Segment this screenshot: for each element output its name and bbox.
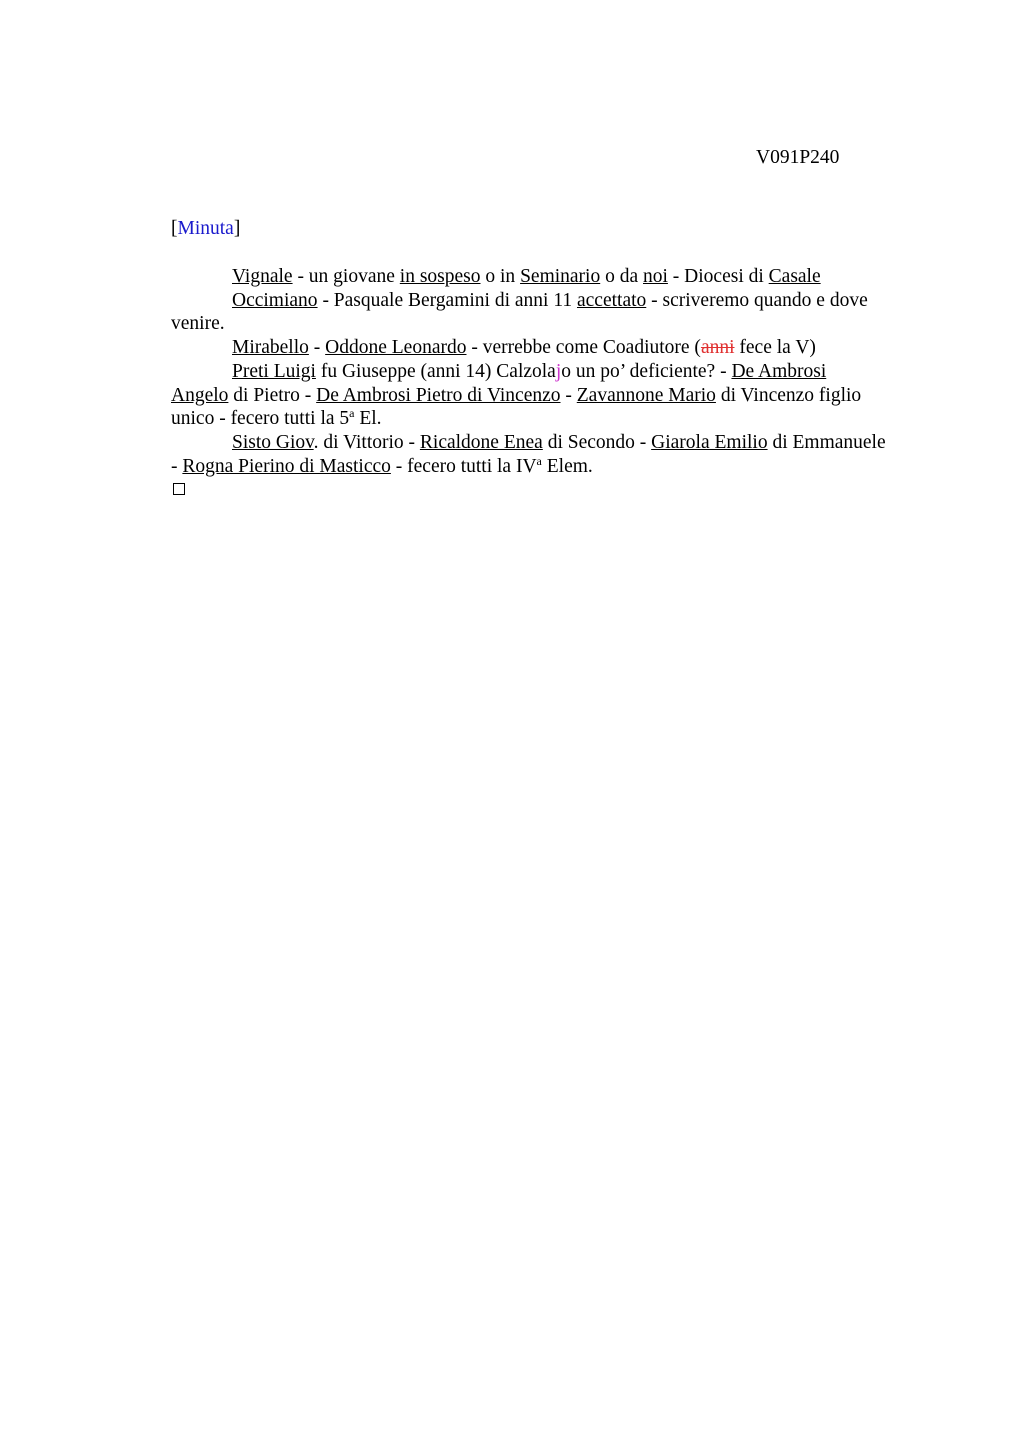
paragraph-preti-continued	[171, 384, 931, 408]
place-name: Vignale	[232, 266, 293, 287]
person-name: Rogna Pierino di Masticco	[182, 455, 391, 477]
page-code: V091P240	[756, 147, 840, 168]
text-run: o in	[480, 266, 521, 287]
person-name: De Ambrosi Pietro di Vincenzo	[316, 384, 561, 406]
paragraph-occimiano	[171, 289, 931, 313]
text-run: o da	[600, 266, 643, 287]
superscript: a	[536, 453, 542, 468]
person-name: Zavannone Mario	[576, 384, 716, 406]
person-name: Sisto Giov	[232, 431, 314, 453]
person-name: Oddone Leonardo	[325, 337, 467, 359]
underlined-text: noi	[643, 266, 668, 287]
place-name: Occimiano	[232, 289, 318, 311]
paragraph-preti	[171, 360, 931, 384]
heading-label: Minuta	[177, 218, 234, 239]
underlined-text: accettato	[576, 289, 647, 311]
person-name: Angelo	[171, 384, 229, 406]
text-run: unico - fecero tutti la 5	[171, 408, 350, 430]
paragraph-occimiano-continued	[171, 312, 931, 336]
document-heading	[171, 217, 240, 241]
text-run: fu Giuseppe (anni 14) Calzola	[315, 360, 556, 382]
person-name: Giarola Emilio	[651, 431, 768, 453]
text-run: di Secondo -	[542, 431, 652, 453]
place-name: Mirabello	[232, 337, 309, 359]
text-run: -	[308, 337, 326, 359]
text-run: Elem.	[541, 455, 593, 477]
text-run: - un giovane	[292, 266, 400, 287]
text-run: - verrebbe come Coadiutore (	[466, 337, 701, 359]
text-run: fece la V)	[734, 337, 816, 359]
text-run: . di Vittorio -	[313, 431, 420, 453]
paragraph-preti-continued-2	[171, 407, 931, 431]
text-run: venire.	[171, 313, 225, 335]
text-run: - Pasquale Bergamini di anni 11	[317, 289, 577, 311]
underlined-text: Seminario	[520, 266, 601, 287]
text-run: - fecero tutti la IV	[390, 455, 537, 477]
text-run: - scriveremo quando e dove	[646, 289, 868, 311]
place-name: Casale	[768, 266, 821, 287]
person-name: Preti Luigi	[232, 360, 316, 382]
paragraph-vignale	[171, 265, 931, 289]
text-run: -	[171, 455, 183, 477]
text-run: - Diocesi di	[667, 266, 769, 287]
paragraph-mirabello	[171, 336, 931, 360]
text-run: di Emmanuele	[767, 431, 886, 453]
text-run: di Pietro -	[228, 384, 317, 406]
open-bracket: [	[171, 218, 178, 239]
text-run: o un po’ deficiente? -	[561, 360, 732, 382]
text-run: -	[560, 384, 577, 406]
person-name: De Ambrosi	[731, 360, 827, 382]
underlined-text: in sospeso	[399, 266, 481, 287]
text-run: El.	[354, 408, 382, 430]
paragraph-sisto	[171, 431, 931, 455]
paragraph-sisto-continued	[171, 455, 931, 479]
inserted-text: j	[555, 360, 562, 382]
letter-body	[171, 265, 931, 478]
end-marker-box-icon	[173, 483, 185, 495]
text-run: di Vincenzo figlio	[715, 384, 862, 406]
deleted-text: anni	[700, 337, 735, 359]
close-bracket: ]	[233, 218, 241, 239]
superscript: a	[349, 406, 355, 421]
person-name: Ricaldone Enea	[419, 431, 543, 453]
